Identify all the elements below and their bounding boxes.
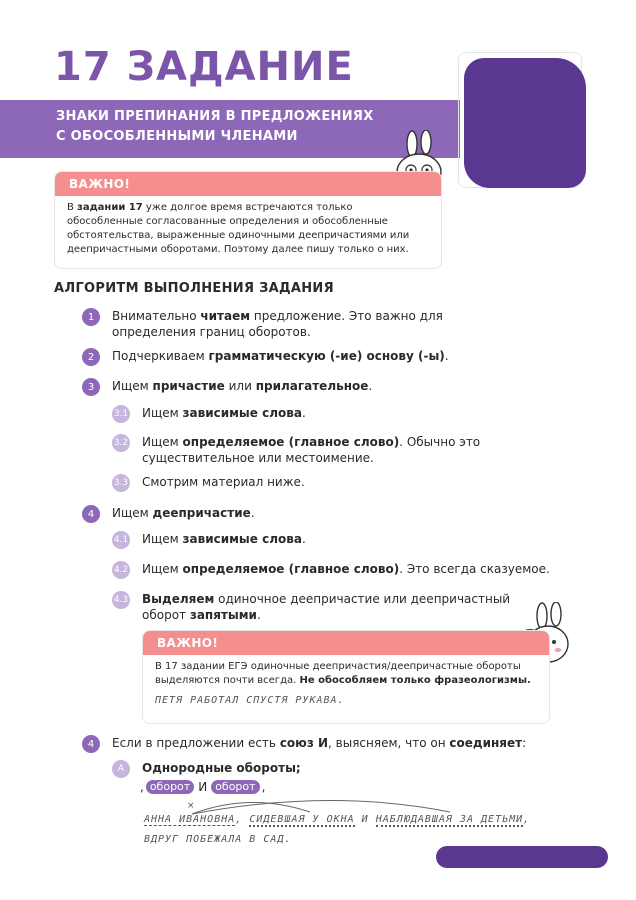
step-1: 1 Внимательно читаем предложение. Это важно для определения границ оборотов.: [82, 308, 522, 340]
tag-oborot-2: оборот: [211, 780, 259, 794]
important-note-2-label: ВАЖНО!: [143, 631, 549, 655]
step-3-2: 3.2 Ищем определяемое (главное слово). Обычно это существительное или местоимение.: [113, 435, 481, 465]
x-mark: ×: [187, 801, 195, 811]
important-note-text: В задании 17 уже долгое время встречаются только обособленные согласованные определения и обособленные обстоятельства, выраженные одиночными деепричастиями или деепричастными оборотами. Поэтому далее пишу только о них.: [67, 202, 410, 255]
algorithm-title: АЛГОРИТМ ВЫПОЛНЕНИЯ ЗАДАНИЯ: [54, 281, 334, 296]
phraseology-example: ПЕТЯ РАБОТАЛ СПУСТЯ РУКАВА.: [155, 695, 345, 706]
important-note-2: [142, 630, 550, 724]
step-2: 2 Подчеркиваем грамматическую (-ие) основу (-ы).: [82, 348, 522, 366]
homogeneous-scheme: , оборот И оборот ,: [140, 780, 266, 794]
step-a: А Однородные обороты;: [112, 760, 552, 778]
step-4: 4 Ищем деепричастие.: [82, 505, 522, 523]
redacted-blot-bottom: [436, 846, 608, 868]
important-note: [54, 171, 442, 269]
important-note-label: ВАЖНО!: [55, 172, 441, 196]
redacted-blot: [464, 58, 586, 188]
step-3: 3 Ищем причастие или прилагательное.: [82, 378, 522, 396]
step-4-3: 4.3 Выделяем одиночное деепричастие или деепричастный оборот запятыми.: [113, 592, 511, 622]
important-note-2-text: В 17 задании ЕГЭ одиночные деепричастия/деепричастные обороты выделяются почти всегда. Не обособляем только фразеологизмы.: [155, 661, 531, 686]
step-4-2: 4.2 Ищем определяемое (главное слово). Это всегда сказуемое.: [112, 561, 572, 579]
page-title: 17 ЗАДАНИЕ: [54, 44, 354, 90]
subtitle-line-2: С ОБОСОБЛЕННЫМИ ЧЛЕНАМИ: [56, 129, 298, 144]
example-sentence-line-1: АННА ИВАНОВНА, СИДЕВШАЯ У ОКНА И НАБЛЮДАВШАЯ ЗА ДЕТЬМИ,: [144, 814, 531, 825]
subtitle-line-1: ЗНАКИ ПРЕПИНАНИЯ В ПРЕДЛОЖЕНИЯХ: [56, 109, 374, 124]
step-4-conj: 4 Если в предложении есть союз И, выясняем, что он соединяет:: [82, 735, 562, 753]
step-3-1: 3.1 Ищем зависимые слова.: [112, 405, 552, 423]
example-sentence-line-2: ВДРУГ ПОБЕЖАЛА В САД.: [144, 834, 292, 845]
step-3-3: 3.3 Смотрим материал ниже.: [112, 474, 552, 492]
step-4-1: 4.1 Ищем зависимые слова.: [112, 531, 552, 549]
tag-oborot-1: оборот: [146, 780, 194, 794]
